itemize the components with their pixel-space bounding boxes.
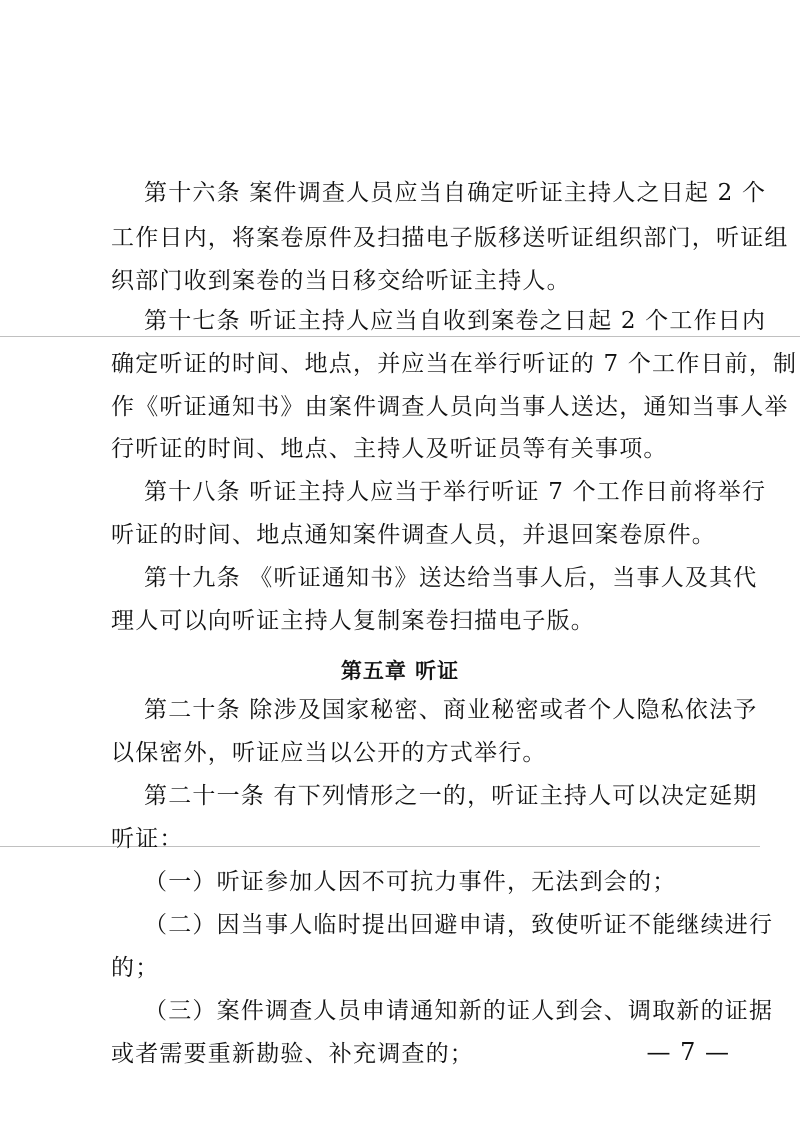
- paragraph-line: 听证的时间、地点通知案件调查人员，并退回案卷原件。: [111, 522, 716, 548]
- paragraph-line: 第二十一条 有下列情形之一的，听证主持人可以决定延期: [144, 783, 758, 809]
- paragraph-line: 的；: [111, 955, 160, 981]
- page-number: — 7 —: [646, 1038, 730, 1066]
- paragraph-line: 第十八条 听证主持人应当于举行听证 7 个工作日前将举行: [144, 479, 767, 505]
- paragraph-line: 第十六条 案件调查人员应当自确定听证主持人之日起 2 个: [144, 180, 767, 206]
- paragraph-line: 织部门收到案卷的当日移交给听证主持人。: [111, 268, 571, 294]
- paragraph-line: 第十九条 《听证通知书》送达给当事人后，当事人及其代: [144, 565, 758, 591]
- paragraph-line: 第十七条 听证主持人应当自收到案卷之日起 2 个工作日内: [144, 308, 767, 334]
- paragraph-line: （二）因当事人临时提出回避申请，致使听证不能继续进行: [144, 912, 774, 938]
- paragraph-line: （三）案件调查人员申请通知新的证人到会、调取新的证据: [144, 998, 774, 1024]
- paragraph-line: （一）听证参加人因不可抗力事件，无法到会的；: [144, 869, 677, 895]
- paragraph-line: 第二十条 除涉及国家秘密、商业秘密或者个人隐私依法予: [144, 697, 758, 723]
- paragraph-line: 行听证的时间、地点、主持人及听证员等有关事项。: [111, 436, 668, 462]
- paragraph-line: 听证：: [111, 826, 184, 852]
- chapter-title: 第五章 听证: [340, 659, 460, 683]
- paragraph-line: 理人可以向听证主持人复制案卷扫描电子版。: [111, 608, 595, 634]
- paragraph-line: 以保密外，听证应当以公开的方式举行。: [111, 740, 547, 766]
- paragraph-line: 确定听证的时间、地点，并应当在举行听证的 7 个工作日前，制: [111, 351, 798, 377]
- paragraph-line: 或者需要重新勘验、补充调查的；: [111, 1041, 474, 1067]
- paragraph-line: 工作日内，将案卷原件及扫描电子版移送听证组织部门，听证组: [111, 225, 789, 251]
- paragraph-line: 作《听证通知书》由案件调查人员向当事人送达，通知当事人举: [111, 394, 789, 420]
